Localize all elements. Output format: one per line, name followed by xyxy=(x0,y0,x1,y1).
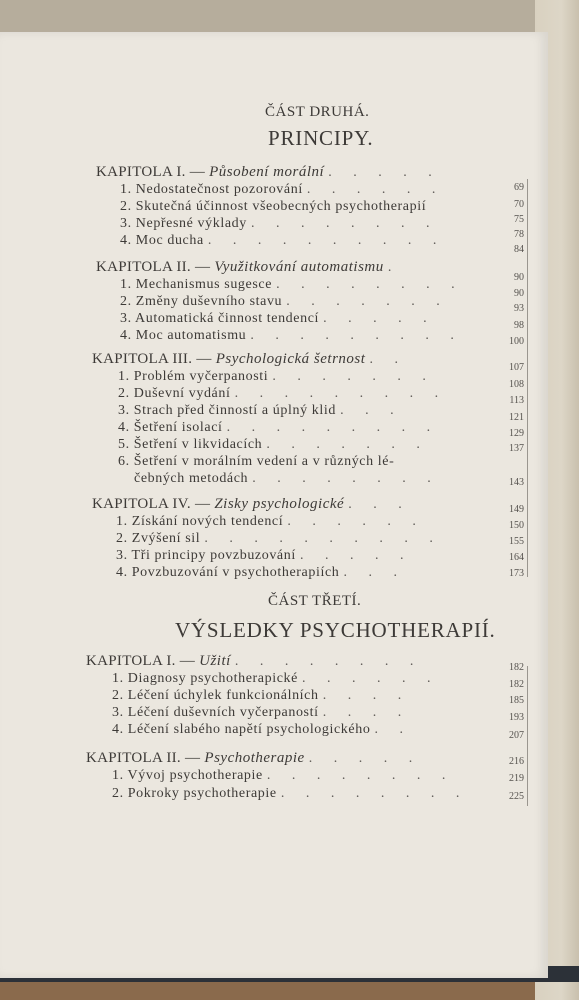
chapter-number: KAPITOLA IV. — xyxy=(92,496,211,512)
chapter-heading xyxy=(96,165,441,180)
toc-entry: 3. Automatická činnost tendencí . . . . . xyxy=(120,311,436,326)
page-number: 150 xyxy=(509,520,524,531)
page-number: 129 xyxy=(509,428,524,439)
chapter-heading xyxy=(86,654,422,669)
page-number: 100 xyxy=(509,336,524,347)
toc-entry: 2. Duševní vydání . . . . . . . . . xyxy=(118,386,448,401)
part-title: VÝSLEDKY PSYCHOTHERAPIÍ. xyxy=(175,618,496,642)
leader-dots: . xyxy=(387,260,401,275)
toc-entry: 1. Vývoj psychotherapie . . . . . . . . xyxy=(112,768,455,783)
chapter-heading xyxy=(96,260,400,275)
page-number: 207 xyxy=(509,730,524,741)
page-number-column-rule xyxy=(527,179,528,577)
toc-entry: 2. Skutečná účinnost všeobecných psychotherapií xyxy=(120,199,427,214)
page-number: 182 xyxy=(509,662,524,673)
page-number: 70 xyxy=(514,199,524,210)
page-number: 216 xyxy=(509,756,524,767)
leader-dots: . . . . . xyxy=(308,751,422,766)
leader-dots: . . . xyxy=(348,497,411,512)
page-number: 75 xyxy=(514,214,524,225)
page-number: 185 xyxy=(509,695,524,706)
toc-entry: 4. Moc ducha . . . . . . . . . . xyxy=(120,233,446,248)
toc-entry: 6. Šetření v morálním vedení a v různých lé- xyxy=(118,454,395,469)
toc-entry: 4. Léčení slabého napětí psychologického . . xyxy=(112,722,413,737)
chapter-number: KAPITOLA II. — xyxy=(96,259,211,275)
chapter-subtitle: Využitkování automatismu xyxy=(214,259,384,275)
page-number: 149 xyxy=(509,504,524,515)
page-number: 98 xyxy=(514,320,524,331)
part-title: PRINCIPY. xyxy=(268,126,374,150)
chapter-heading xyxy=(92,352,407,367)
chapter-number: KAPITOLA I. — xyxy=(96,164,206,180)
chapter-subtitle: Psychotherapie xyxy=(204,750,305,766)
page-number: 84 xyxy=(514,244,524,255)
page-number: 173 xyxy=(509,568,524,579)
toc-entry: 3. Strach před činností a úplný klid . . . xyxy=(118,403,403,418)
page-number: 93 xyxy=(514,303,524,314)
chapter-heading xyxy=(86,751,421,766)
part-label: ČÁST DRUHÁ. xyxy=(265,104,370,120)
page-number: 107 xyxy=(509,362,524,373)
toc-entry: 3. Léčení duševních vyčerpaností . . . . xyxy=(112,705,411,720)
chapter-number: KAPITOLA I. — xyxy=(86,653,196,669)
page-number: 78 xyxy=(514,229,524,240)
toc-entry: 4. Povzbuzování v psychotherapiích . . . xyxy=(116,565,406,580)
toc-entry: 1. Mechanismus sugesce . . . . . . . . xyxy=(120,277,464,292)
chapter-number: KAPITOLA II. — xyxy=(86,750,201,766)
toc-entry-continuation: čebných metodách . . . . . . . . xyxy=(134,471,440,486)
chapter-number: KAPITOLA III. — xyxy=(92,351,212,367)
toc-entry: 2. Zvýšení sil . . . . . . . . . . xyxy=(116,531,442,546)
chapter-subtitle: Zisky psychologické xyxy=(214,496,345,512)
page-number: 219 xyxy=(509,773,524,784)
chapter-subtitle: Užití xyxy=(199,653,231,669)
toc-entry: 1. Diagnosy psychotherapické . . . . . . xyxy=(112,671,440,686)
page-number: 108 xyxy=(509,379,524,390)
page-number: 155 xyxy=(509,536,524,547)
page-number: 137 xyxy=(509,443,524,454)
page-number: 69 xyxy=(514,182,524,193)
toc-entry: 4. Šetření isolací . . . . . . . . . xyxy=(118,420,440,435)
page-number: 164 xyxy=(509,552,524,563)
chapter-subtitle: Působení morální xyxy=(209,164,325,180)
toc-entry: 1. Nedostatečnost pozorování . . . . . . xyxy=(120,182,445,197)
leader-dots: . . . . . xyxy=(328,165,441,180)
toc-entry: 3. Nepřesné výklady . . . . . . . . xyxy=(120,216,439,231)
toc-entry: 1. Problém vyčerpanosti . . . . . . . xyxy=(118,369,435,384)
toc-entry: 4. Moc automatismu . . . . . . . . . xyxy=(120,328,463,343)
page-number: 193 xyxy=(509,712,524,723)
toc-entry: 5. Šetření v likvidacích . . . . . . . xyxy=(118,437,429,452)
page-number: 143 xyxy=(509,477,524,488)
toc-entry: 2. Léčení úchylek funkcionálních . . . . xyxy=(112,688,411,703)
toc-entry: 2. Změny duševního stavu . . . . . . . xyxy=(120,294,449,309)
page-number: 113 xyxy=(509,395,524,406)
toc-entry: 3. Tři principy povzbuzování . . . . . xyxy=(116,548,413,563)
page-number: 90 xyxy=(514,272,524,283)
page-number: 182 xyxy=(509,679,524,690)
part-label: ČÁST TŘETÍ. xyxy=(268,593,362,609)
page-number: 121 xyxy=(509,412,524,423)
toc-entry: 1. Získání nových tendencí . . . . . . xyxy=(116,514,425,529)
chapter-subtitle: Psychologická šetrnost xyxy=(215,351,366,367)
toc-entry: 2. Pokroky psychotherapie . . . . . . . . xyxy=(112,786,469,801)
page-number-column-rule xyxy=(527,666,528,806)
page-number: 90 xyxy=(514,288,524,299)
page-number: 225 xyxy=(509,791,524,802)
leader-dots: . . . . . . . . xyxy=(234,654,423,669)
leader-dots: . . xyxy=(369,352,407,367)
chapter-heading xyxy=(92,497,411,512)
book-page xyxy=(0,32,548,978)
